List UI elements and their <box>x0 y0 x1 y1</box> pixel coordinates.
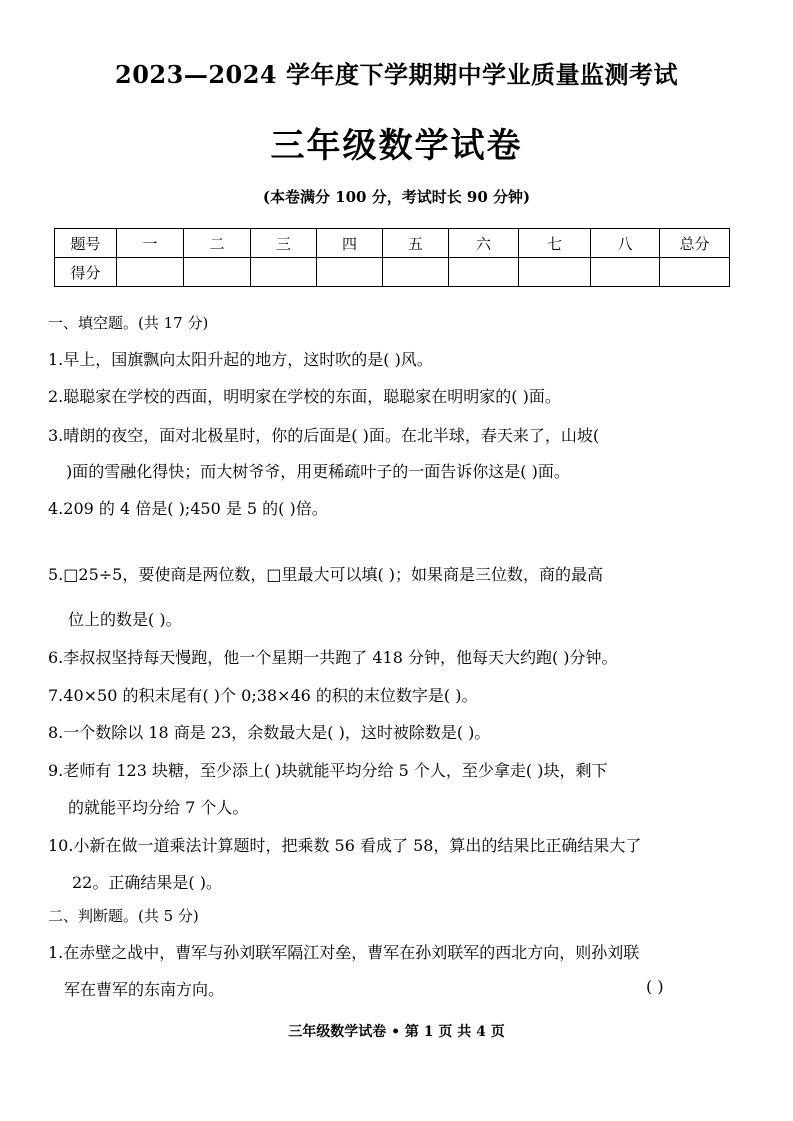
question-line: 4.209 的 4 倍是( );450 是 5 的( )倍。 <box>48 499 328 518</box>
question-line: 1.早上，国旗飘向太阳升起的地方，这时吹的是( )风。 <box>48 350 433 369</box>
score-cell <box>660 258 730 287</box>
question-line: 7.40×50 的积末尾有( )个 0;38×46 的积的末位数字是( )。 <box>48 686 478 705</box>
score-table-header-cell: 七 <box>519 229 591 258</box>
score-cell <box>184 258 251 287</box>
exam-main-title: 三年级数学试卷 <box>270 126 523 166</box>
score-table-header-cell: 题号 <box>55 229 117 258</box>
score-cell <box>317 258 383 287</box>
score-table-header-cell: 三 <box>251 229 317 258</box>
page-footer: 三年级数学试卷 • 第 1 页 共 4 页 <box>288 1024 505 1040</box>
score-table-header-cell: 二 <box>184 229 251 258</box>
score-cell <box>117 258 184 287</box>
score-cell <box>591 258 660 287</box>
section-title-true-false: 二、判断题。(共 5 分) <box>48 907 199 925</box>
exam-subtitle: (本卷满分 100 分，考试时长 90 分钟) <box>262 188 531 206</box>
question-line: 5.□25÷5，要使商是两位数，□里最大可以填( )；如果商是三位数，商的最高 <box>48 565 604 584</box>
score-table-header-cell: 八 <box>591 229 660 258</box>
question-line: 1.在赤壁之战中，曹军与孙刘联军隔江对垒，曹军在孙刘联军的西北方向，则孙刘联 <box>48 943 640 962</box>
question-line: 军在曹军的东南方向。 <box>64 980 225 999</box>
question-line: 9.老师有 123 块糖，至少添上( )块就能平均分给 5 个人，至少拿走( )块，剩下 <box>48 761 608 780</box>
score-cell <box>383 258 449 287</box>
question-line: 位上的数是( )。 <box>68 610 182 629</box>
question-line: 22。正确结果是( )。 <box>72 873 222 892</box>
score-cell <box>251 258 317 287</box>
question-line: 8.一个数除以 18 商是 23，余数最大是( )，这时被除数是( )。 <box>48 723 491 742</box>
score-cell <box>519 258 591 287</box>
score-row-label: 得分 <box>55 258 117 287</box>
score-table-header-cell: 四 <box>317 229 383 258</box>
score-table-header-row <box>55 229 730 258</box>
question-line: 的就能平均分给 7 个人。 <box>68 798 249 817</box>
score-table <box>54 228 730 287</box>
question-line: )面的雪融化得快；而大树爷爷，用更稀疏叶子的一面告诉你这是( )面。 <box>66 462 570 481</box>
score-cell <box>449 258 519 287</box>
score-table-header-cell: 六 <box>449 229 519 258</box>
question-line: 6.李叔叔坚持每天慢跑，他一个星期一共跑了 418 分钟，他每天大约跑( )分钟。 <box>48 648 618 667</box>
question-line: 2.聪聪家在学校的西面，明明家在学校的东面，聪聪家在明明家的( )面。 <box>48 387 561 406</box>
section-title-fill-blank: 一、填空题。(共 17 分) <box>48 314 209 332</box>
answer-blank: ( ) <box>646 977 664 996</box>
score-table-header-cell: 一 <box>117 229 184 258</box>
score-table-header-cell: 五 <box>383 229 449 258</box>
score-table-header-cell: 总分 <box>660 229 730 258</box>
score-table-score-row <box>55 258 730 287</box>
question-line: 10.小新在做一道乘法计算题时，把乘数 56 看成了 58，算出的结果比正确结果大了 <box>48 836 642 855</box>
question-line: 3.晴朗的夜空，面对北极星时，你的后面是( )面。在北半球，春天来了，山坡( <box>48 426 600 445</box>
exam-header-title: 2023—2024 学年度下学期期中学业质量监测考试 <box>115 60 678 89</box>
